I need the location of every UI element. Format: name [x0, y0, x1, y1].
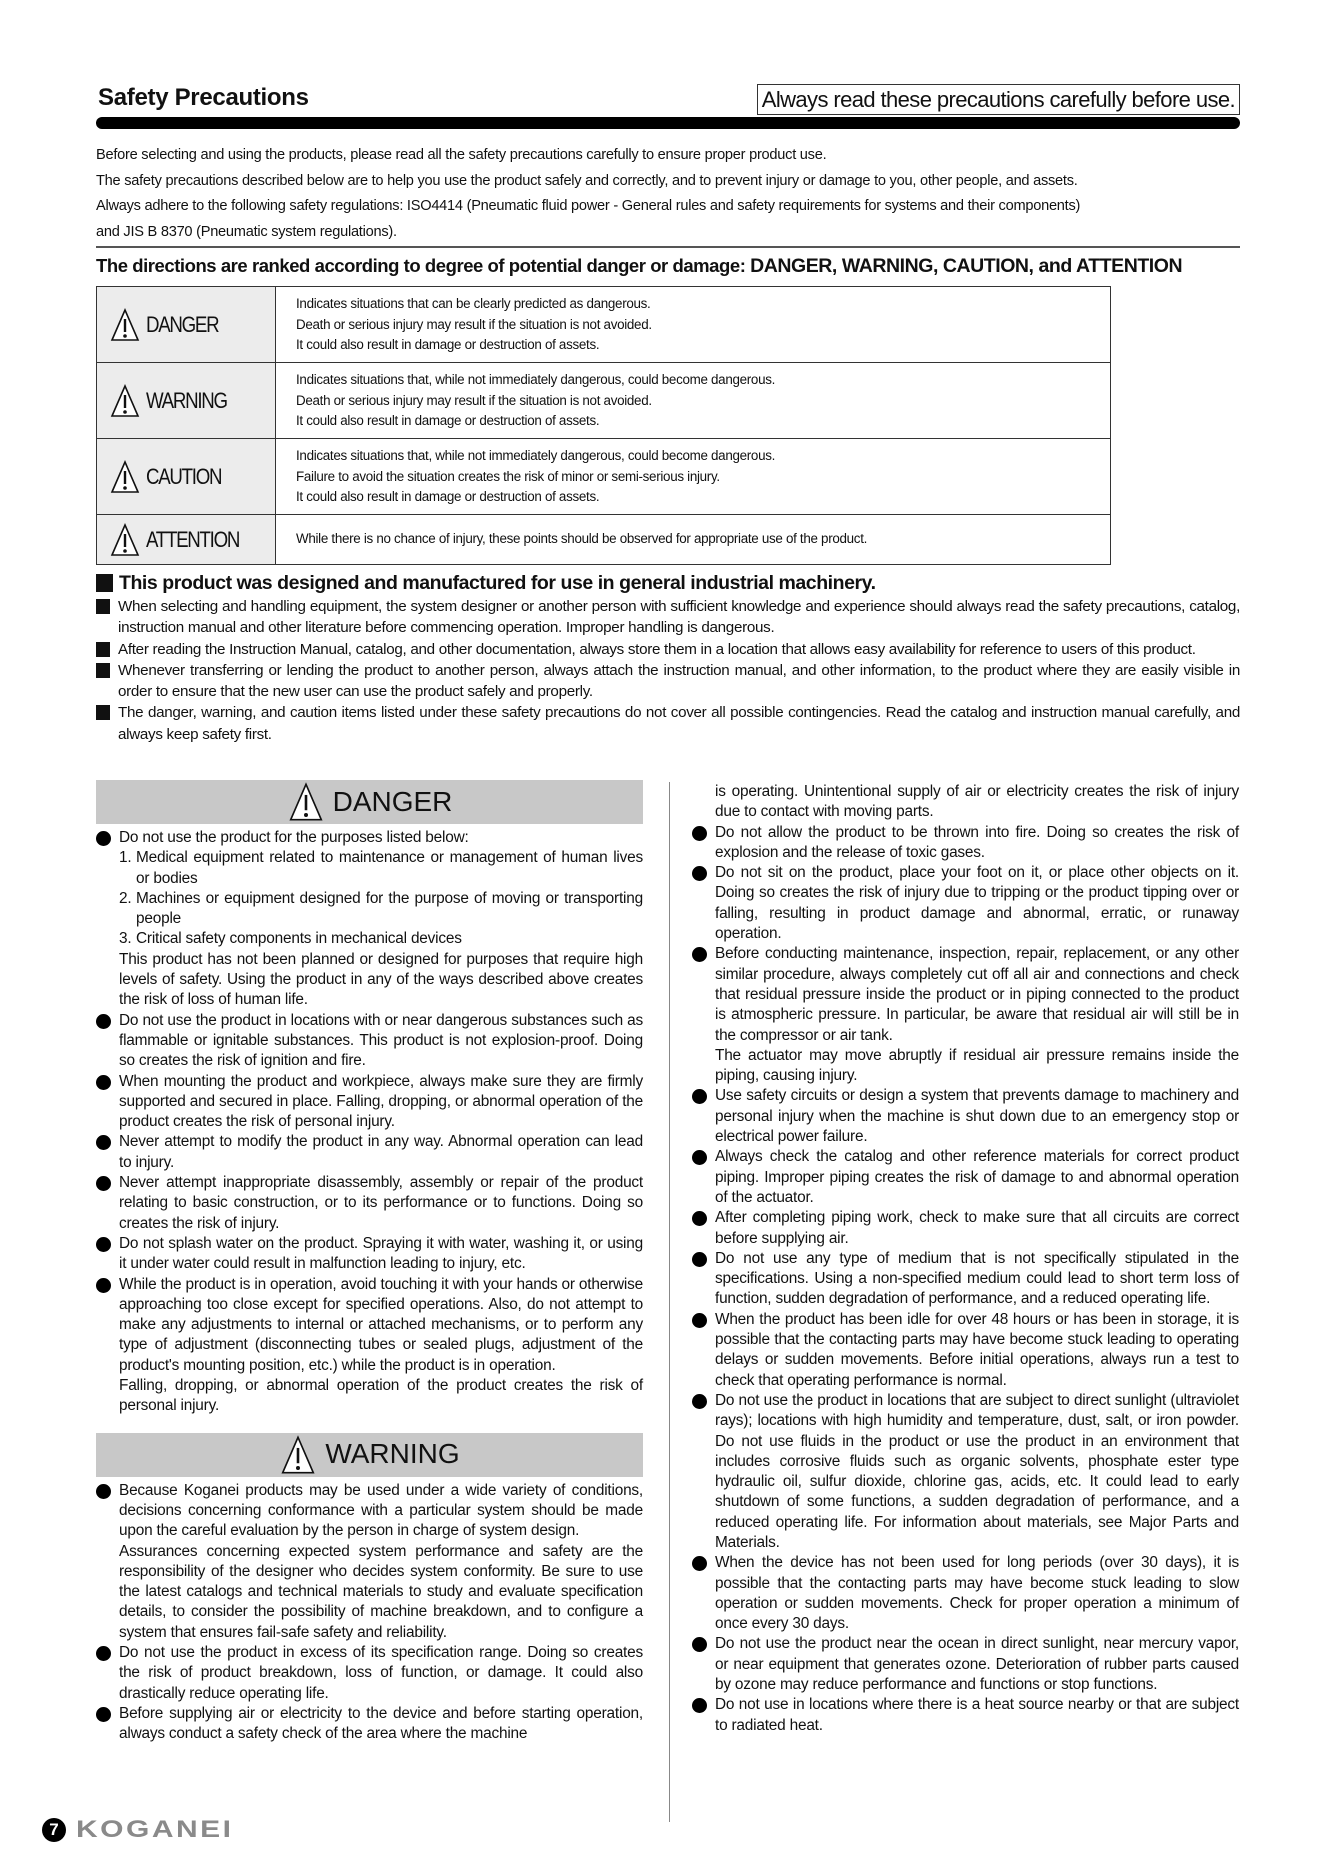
warning-item — [692, 1147, 1239, 1208]
header-tagline: Always read these precautions carefully before use. — [757, 84, 1240, 115]
bullet-dot-icon — [96, 1014, 111, 1029]
hazard-label — [97, 363, 276, 438]
intro-line: Always adhere to the following safety regulations: ISO4414 (Pneumatic fluid power - General rules and safety requirements for systems and their components) — [96, 198, 1081, 214]
square-bullet-icon — [96, 599, 110, 614]
numbered-item: 3. Critical safety components in mechanical devices — [119, 930, 462, 948]
bullet-dot-icon — [692, 1089, 707, 1104]
hazard-row-warning — [97, 363, 1110, 439]
general-heading-text: This product was designed and manufactured for use in general industrial machinery. — [119, 571, 876, 594]
item-text: Because Koganei products may be used under a wide variety of conditions, decisions concerning conformance with a particular system should be made upon the careful evaluation by the person in charge of system design. — [119, 1481, 643, 1540]
bullet-dot-icon — [692, 1556, 707, 1571]
warning-item — [692, 1310, 1239, 1391]
numbered-item: 2. Machines or equipment designed for the purpose of moving or transporting people — [119, 889, 643, 928]
item-extra-text: Assurances concerning expected system performance and safety are the responsibility of the designer who decides system conformity. Be sure to use the latest catalogs and technical materials to study and evaluate specification details, to consider the possibility of machine breakdown, and to configure a system that ensures fail-safe safety and reliability. — [119, 1542, 643, 1641]
header-bar — [96, 117, 1240, 129]
warning-banner — [96, 1433, 643, 1477]
general-notes — [96, 570, 1240, 745]
item-text: Before supplying air or electricity to the device and before starting operation, always conduct a safety check of the area where the machine — [119, 1704, 643, 1743]
warning-item — [96, 1704, 643, 1745]
warning-item — [692, 1695, 1239, 1736]
item-text: This product has not been planned or designed for purposes that require high levels of safety. Using the product in any of the ways described above creates the risk of loss of human life. — [119, 950, 643, 1009]
warning-triangle-icon — [110, 308, 140, 342]
item-text: Do not use any type of medium that is not specifically stipulated in the specifications. Using a non-specified medium could lead to short term loss of function, sudden degradation of performance, and a reduced operating life. — [715, 1249, 1239, 1308]
bullet-dot-icon — [96, 1075, 111, 1090]
bullet-dot-icon — [692, 1698, 707, 1713]
hazard-description — [276, 515, 1110, 564]
general-heading — [96, 570, 1240, 596]
item-text: Do not use the product in locations with or near dangerous substances such as flammable or ignitable substances. This product is not explosion-proof. Doing so creates the risk of ignition and fire. — [119, 1011, 643, 1070]
item-text: When the product has been idle for over 48 hours or has been in storage, it is possible that the contacting parts may have become stuck leading to operating delays or sudden movements. Before initial operations, always run a test to check that operating performance is normal. — [715, 1310, 1239, 1389]
hazard-label — [97, 287, 276, 362]
hazard-label — [97, 515, 276, 564]
danger-item — [96, 1234, 643, 1275]
general-item: After reading the Instruction Manual, catalog, and other documentation, always store them in a location that allows easy availability for reference to users of this product. — [96, 639, 1240, 660]
intro-text — [96, 143, 1240, 245]
item-text: While the product is in operation, avoid touching it with your hands or otherwise approaching too close except for specified operations. Also, do not attempt to make any adjustments to internal or attached mechanisms, or to perform any type of adjustment (disconnecting tubes or sealed plugs, adjustment of the product's mounting position, etc.) while the product is in operation. — [119, 1275, 643, 1374]
item-text: Do not use the product near the ocean in direct sunlight, near mercury vapor, or near equipment that generates ozone. Deterioration of rubber parts caused by ozone may reduce performance and functions or stop functions. — [715, 1635, 1239, 1694]
description-line: Indicates situations that, while not immediately dangerous, could become dangerous. — [296, 372, 776, 387]
danger-item — [96, 1072, 643, 1133]
bullet-dot-icon — [96, 1646, 111, 1661]
bullet-dot-icon — [96, 831, 111, 846]
bullet-dot-icon — [692, 947, 707, 962]
item-text: Do not use the product in excess of its specification range. Doing so creates the risk of product breakdown, loss of function, or damage. It could also drastically reduce operating life. — [119, 1643, 643, 1702]
intro-line: Before selecting and using the products, please read all the safety precautions carefully to ensure proper product use. — [96, 147, 827, 163]
intro-line: The safety precautions described below are to help you use the product safely and correctly, and to prevent injury or damage to you, other people, and assets. — [96, 172, 1078, 189]
warning-triangle-icon — [279, 1435, 317, 1475]
hazard-label — [97, 439, 276, 514]
warning-item — [692, 863, 1239, 944]
item-text: Never attempt to modify the product in any way. Abnormal operation can lead to injury. — [119, 1133, 643, 1171]
warning-item — [96, 1643, 643, 1704]
bullet-dot-icon — [692, 1313, 707, 1328]
item-extra-text: Falling, dropping, or abnormal operation of the product creates the risk of personal injury. — [119, 1377, 643, 1415]
warning-triangle-icon — [287, 782, 325, 822]
warning-item — [692, 1208, 1239, 1249]
hazard-label-text: CAUTION — [146, 463, 222, 489]
divider — [96, 246, 1240, 248]
bullet-dot-icon — [96, 1237, 111, 1252]
hazard-row-danger — [97, 287, 1110, 363]
ranking-heading-text: The directions are ranked according to degree of potential danger or damage: — [96, 255, 751, 276]
general-item: The danger, warning, and caution items listed under these safety precautions do not cover all possible contingencies. Read the catalog and instruction manual carefully, and always keep safety first. — [96, 702, 1240, 745]
bullet-dot-icon — [692, 1211, 707, 1226]
warning-triangle-icon — [110, 384, 140, 418]
description-line: Indicates situations that can be clearly predicted as dangerous. — [296, 296, 651, 311]
bullet-dot-icon — [692, 826, 707, 841]
description-line: Indicates situations that, while not immediately dangerous, could become dangerous. — [296, 448, 776, 463]
item-text: Do not use the product in locations that are subject to direct sunlight (ultraviolet rays); locations with high humidity and temperature, dust, salt, or iron powder. Do not use fluids in the product or use the product in an environment that includes corrosive fluids such as organic solvents, phosphate ester type hydraulic oil, sulfur dioxide, chlorine gas, acids, etc. It could lead to early shutdown of some functions, a sudden degradation of performance, and a reduced operating life. For information about materials, see Major Parts and Materials. — [715, 1391, 1239, 1551]
item-text: When the device has not been used for long periods (over 30 days), it is possible that the contacting parts may have become stuck leading to slow operation or sudden movements. Check for proper operation a minimum of once every 30 days. — [715, 1554, 1239, 1633]
bullet-dot-icon — [96, 1278, 111, 1293]
warning-item — [692, 823, 1239, 864]
item-text: Do not allow the product to be thrown into fire. Doing so creates the risk of explosion and the release of toxic gases. — [715, 823, 1239, 861]
bullet-dot-icon — [96, 1707, 111, 1722]
danger-item — [96, 1132, 643, 1173]
square-bullet-icon — [96, 574, 113, 592]
item-text: Do not use the product for the purposes listed below: — [119, 829, 469, 846]
warning-item — [692, 1086, 1239, 1147]
danger-item — [96, 1173, 643, 1234]
page-number: 7 — [42, 1818, 66, 1842]
page-header — [96, 84, 1240, 114]
page-title: Safety Precautions — [98, 84, 309, 111]
numbered-item: 1. Medical equipment related to maintenance or management of human lives or bodies — [119, 849, 643, 887]
item-text: Before conducting maintenance, inspection, repair, replacement, or any other similar procedure, always completely cut off all air and connections and check that residual pressure inside the product or in piping connected to the product is atmospheric pressure. In particular, be aware that residual air will still be in the compressor or air tank. — [715, 945, 1239, 1044]
danger-item — [96, 828, 643, 1011]
bullet-dot-icon — [692, 1150, 707, 1165]
item-text: Always check the catalog and other reference materials for correct product piping. Improper piping creates the risk of damage to and abnormal operation of the actuator. — [715, 1148, 1239, 1206]
warning-title: WARNING — [325, 1438, 460, 1470]
item-extra-text: The actuator may move abruptly if residual air pressure remains inside the piping, causing injury. — [715, 1046, 1239, 1085]
hazard-label-text: ATTENTION — [146, 526, 240, 552]
warning-item — [692, 944, 1239, 1086]
bullet-dot-icon — [96, 1176, 111, 1191]
hazard-label-text: DANGER — [146, 311, 219, 337]
hazard-description — [276, 287, 1110, 362]
hazard-level-table — [96, 286, 1111, 565]
hazard-label-text: WARNING — [146, 387, 227, 413]
bullet-dot-icon — [692, 866, 707, 881]
hazard-description — [276, 363, 1110, 438]
left-column — [96, 780, 643, 1744]
warning-triangle-icon — [110, 523, 140, 557]
item-text: Do not use in locations where there is a heat source nearby or that are subject to radiated heat. — [715, 1696, 1239, 1734]
description-line: It could also result in damage or destruction of assets. — [296, 489, 600, 504]
page-footer — [42, 1816, 234, 1844]
hazard-row-attention — [97, 515, 1110, 564]
danger-banner — [96, 780, 643, 824]
square-bullet-icon — [96, 663, 110, 678]
item-text: After completing piping work, check to make sure that all circuits are correct before supplying air. — [715, 1209, 1239, 1247]
description-line: Death or serious injury may result if the situation is not avoided. — [296, 316, 652, 332]
item-text: Use safety circuits or design a system that prevents damage to machinery and personal injury when the machine is shut down due to an emergency stop or electrical power failure. — [715, 1087, 1239, 1146]
item-text: When mounting the product and workpiece, always make sure they are firmly supported and secured in place. Falling, dropping, or abnormal operation of the product creates the risk of personal injury. — [119, 1072, 643, 1131]
item-text: Never attempt inappropriate disassembly, assembly or repair of the product relating to basic construction, or to its performance or to functions. Doing so creates the risk of injury. — [119, 1174, 643, 1232]
bullet-dot-icon — [692, 1637, 707, 1652]
general-item: When selecting and handling equipment, the system designer or another person with sufficient knowledge and experience should always read the safety precautions, catalog, instruction manual and other literature before commencing operation. Improper handling is dangerous. — [96, 596, 1240, 639]
square-bullet-icon — [96, 705, 110, 720]
general-item: Whenever transferring or lending the product to another person, always attach the instruction manual, and other information, to the product where they are easily visible in order to ensure that the new user can use the product safely and properly. — [96, 660, 1240, 703]
hazard-description — [276, 439, 1110, 514]
warning-item — [692, 1553, 1239, 1634]
warning-triangle-icon — [110, 460, 140, 494]
danger-item — [96, 1011, 643, 1072]
hazard-row-caution — [97, 439, 1110, 515]
bullet-dot-icon — [96, 1135, 111, 1150]
description-line: It could also result in damage or destruction of assets. — [296, 413, 600, 428]
danger-item — [96, 1275, 643, 1417]
warning-item — [692, 1391, 1239, 1553]
warning-item — [692, 1634, 1239, 1695]
bullet-dot-icon — [692, 1252, 707, 1267]
intro-line: and JIS B 8370 (Pneumatic system regulations). — [96, 223, 397, 240]
column-divider — [669, 782, 670, 1822]
warning-item — [692, 1249, 1239, 1310]
brand-logo: KOGANEI — [76, 1816, 234, 1843]
description-line: Death or serious injury may result if the situation is not avoided. — [296, 392, 652, 408]
description-line: It could also result in damage or destruction of assets. — [296, 337, 600, 352]
ranking-heading — [96, 255, 1182, 278]
danger-title: DANGER — [332, 785, 453, 817]
square-bullet-icon — [96, 642, 110, 657]
bullet-dot-icon — [96, 1484, 111, 1499]
item-text: Do not splash water on the product. Spraying it with water, washing it, or using it under water could result in malfunction leading to injury, etc. — [119, 1234, 643, 1273]
description-line: Failure to avoid the situation creates the risk of minor or semi-serious injury. — [296, 468, 720, 484]
bullet-dot-icon — [692, 1394, 707, 1409]
ranking-levels: DANGER, WARNING, CAUTION, and ATTENTION — [750, 255, 1183, 277]
right-column — [692, 782, 1239, 1736]
description-line: While there is no chance of injury, these points should be observed for appropriate use of the product. — [296, 531, 868, 547]
warning-item — [96, 1481, 643, 1643]
continued-text: is operating. Unintentional supply of air or electricity creates the risk of injury due to contact with moving parts. — [715, 783, 1239, 821]
item-text: Do not sit on the product, place your foot on it, or place other objects on it. Doing so creates the risk of injury due to tripping or the product tipping over or falling, resulting in product damage and abnormal, erratic, or runaway operation. — [715, 864, 1239, 943]
